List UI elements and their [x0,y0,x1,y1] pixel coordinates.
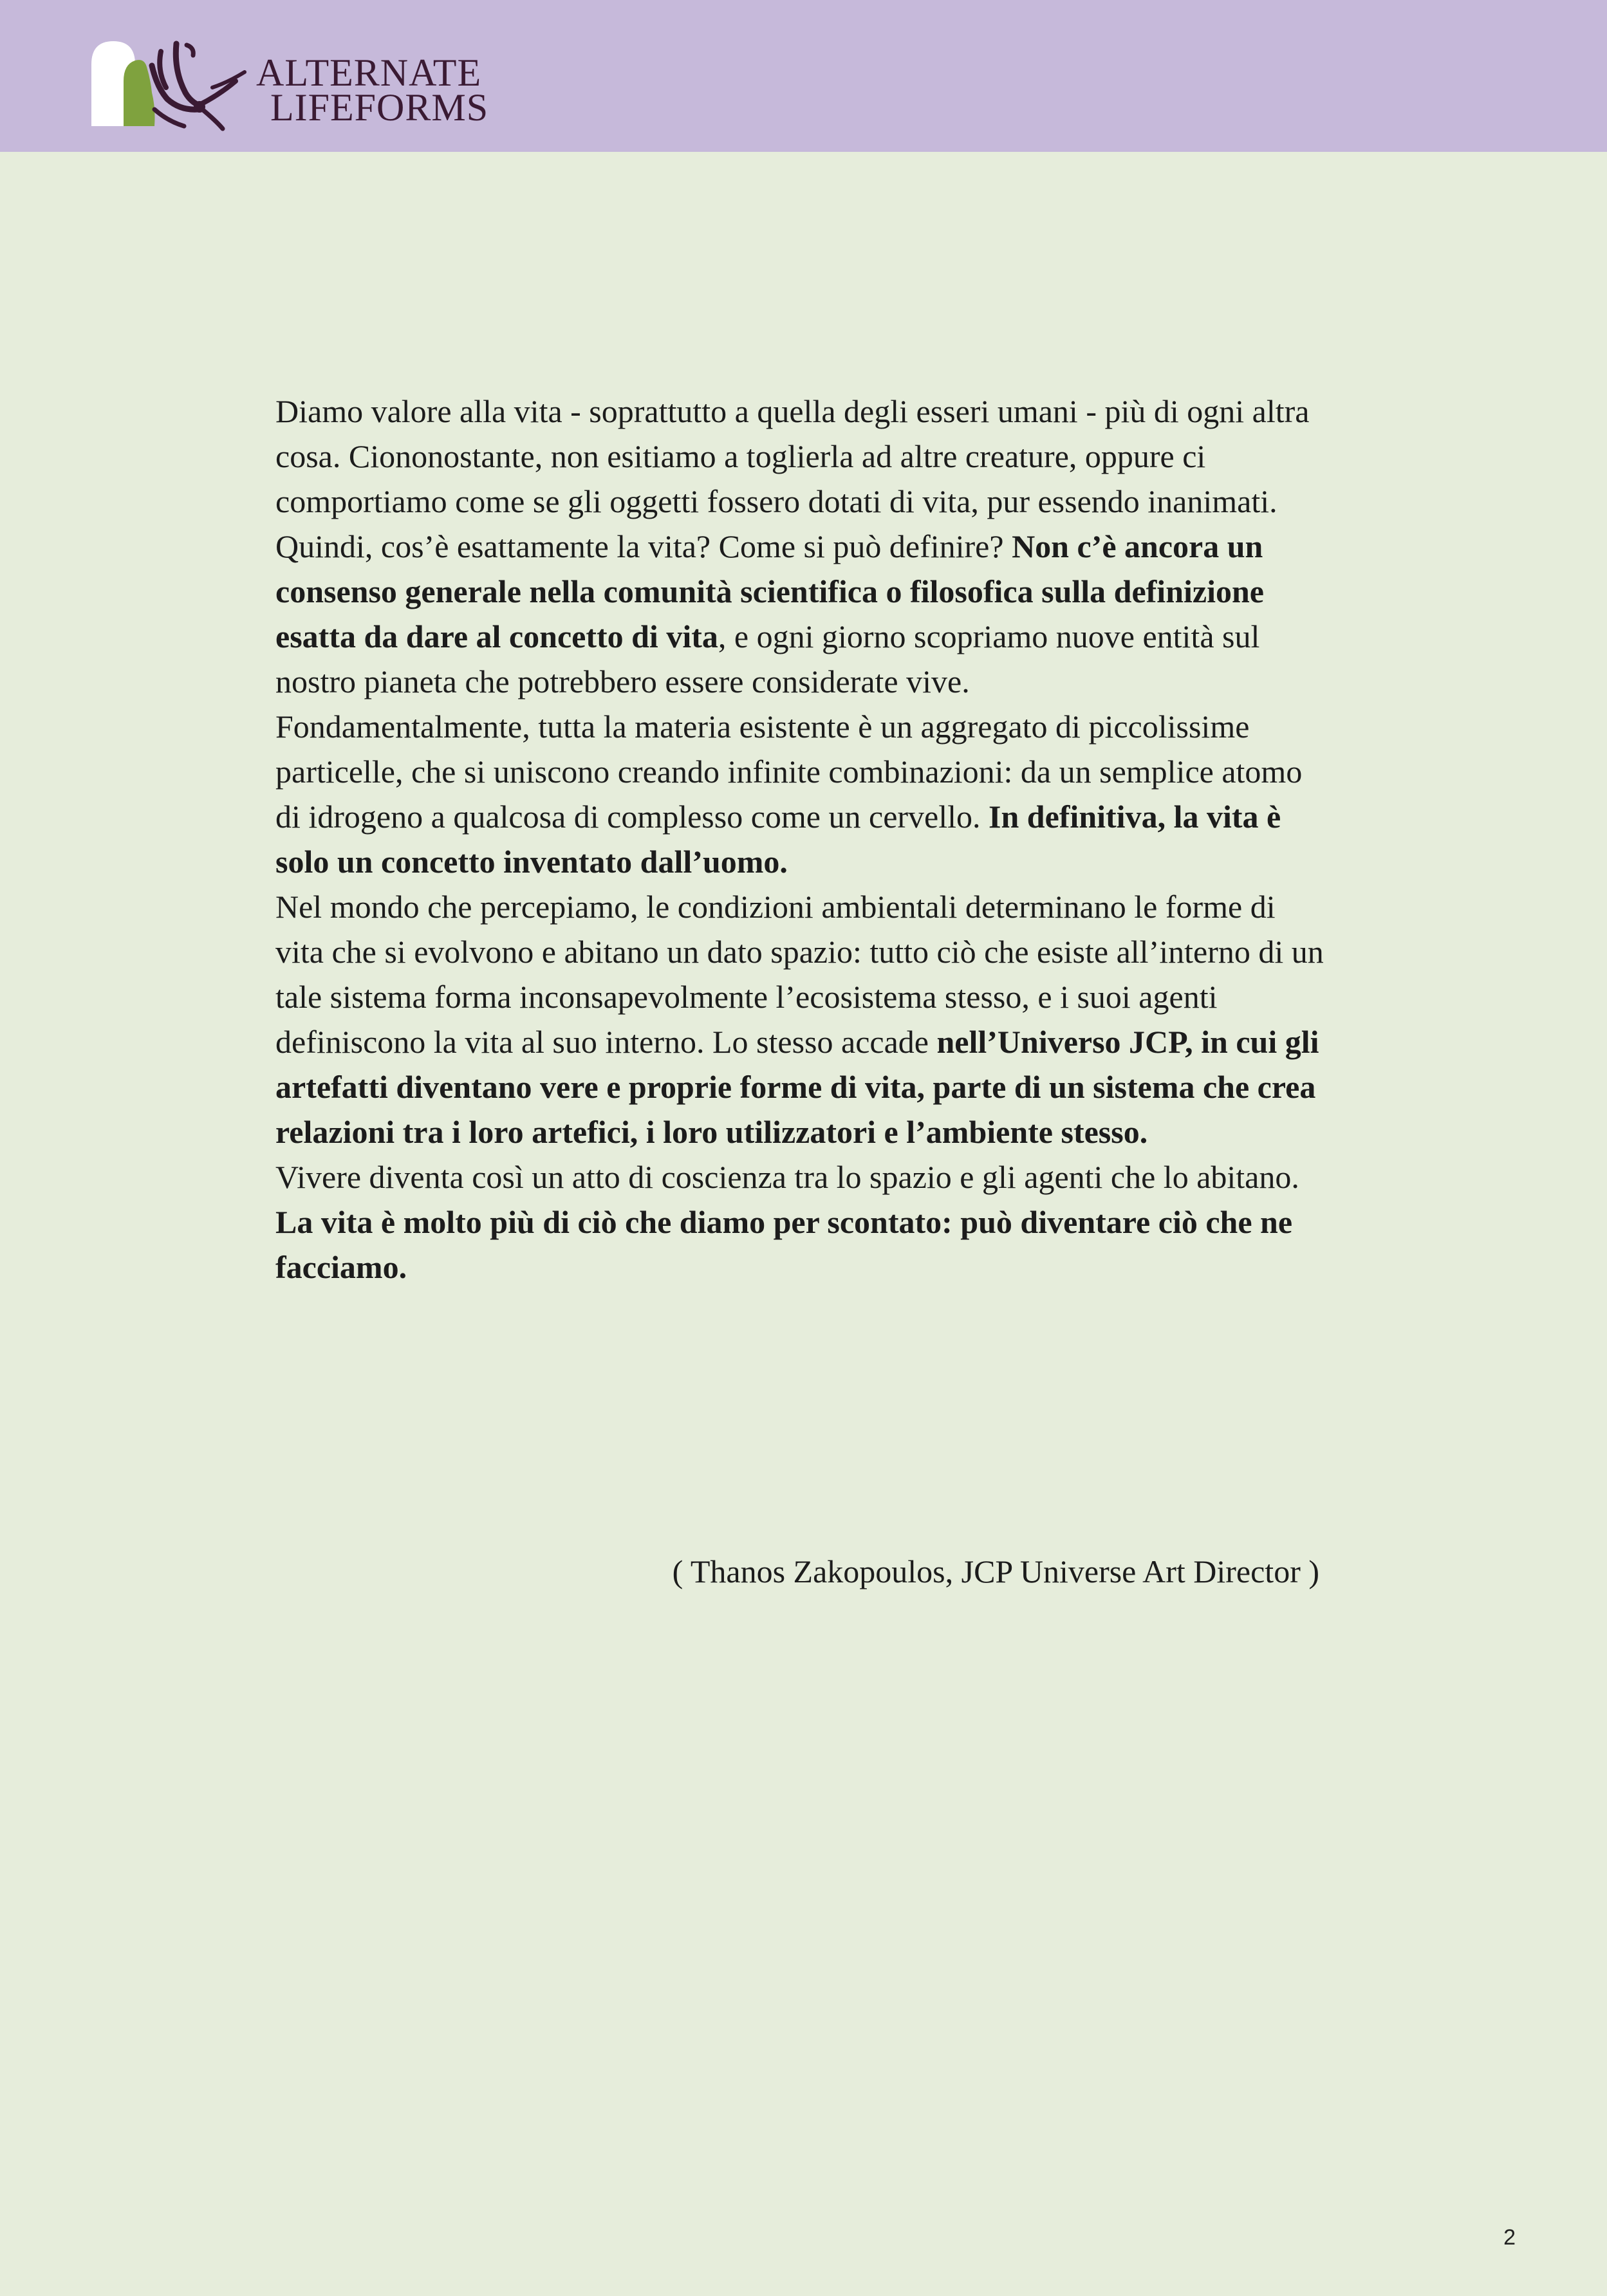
paragraph-4 [275,884,1331,1154]
paragraph-3-text: Fondamentalmente, tutta la materia esistente è un aggregato di piccolissime particelle, che si uniscono creando infinite combinazioni: da un semplice atomo di idrogeno a qualcosa di complesso come un cervello. [275,708,1303,835]
author-signature: ( Thanos Zakopoulos, JCP Universe Art Director ) [672,1553,1319,1589]
paragraph-4-bold: nell’Universo JCP, in cui gli artefatti diventano vere e proprie forme di vita, parte di un sistema che crea relazioni tra i loro artefici, i loro utilizzatori e l’ambiente stesso. [275,1024,1319,1150]
paragraph-4-text: Nel mondo che percepiamo, le condizioni ambientali determinano le forme di vita che si evolvono e abitano un dato spazio: tutto ciò che esiste all’interno di un tale sistema forma inconsapevolmente l’ecosistema stesso, e i suoi agenti definiscono la vita al suo interno. Lo stesso accade [275,889,1324,1060]
alternate-lifeforms-logo [90,26,515,135]
paragraph-2-bold: Non c’è ancora un consenso generale nella comunità scientifica o filosofica sulla definizione esatta da dare al concetto di vita [275,528,1264,654]
header-band [0,0,1607,152]
paragraph-6 [275,1199,1331,1290]
paragraph-5 [275,1154,1331,1199]
article-body [275,389,1331,1290]
page-number: 2 [1503,2225,1516,2250]
paragraph-3-bold: In definitiva, la vita è solo un concetto inventato dall’uomo. [275,799,1281,880]
logo-mark-icon [90,26,257,135]
logo-wordmark [256,51,489,129]
paragraph-2 [275,524,1331,704]
paragraph-5-text: Vivere diventa così un atto di coscienza tra lo spazio e gli agenti che lo abitano. [275,1159,1299,1195]
paragraph-6-bold: La vita è molto più di ciò che diamo per scontato: può diventare ciò che ne facciamo. [275,1204,1293,1285]
logo-line-2: LIFEFORMS [270,86,489,129]
logo-line-1: ALTERNATE [256,51,482,94]
paragraph-2-text: Quindi, cos’è esattamente la vita? Come si può definire? [275,528,1012,564]
paragraph-3 [275,704,1331,884]
paragraph-1 [275,389,1331,524]
paragraph-1-text: Diamo valore alla vita - soprattutto a quella degli esseri umani - più di ogni altra cosa. Ciononostante, non esitiamo a toglierla ad altre creature, oppure ci comportiamo come se gli oggetti fossero dotati di vita, pur essendo inanimati. [275,393,1310,519]
paragraph-2-tail: , e ogni giorno scopriamo nuove entità sul nostro pianeta che potrebbero essere considerate vive. [275,618,1260,699]
